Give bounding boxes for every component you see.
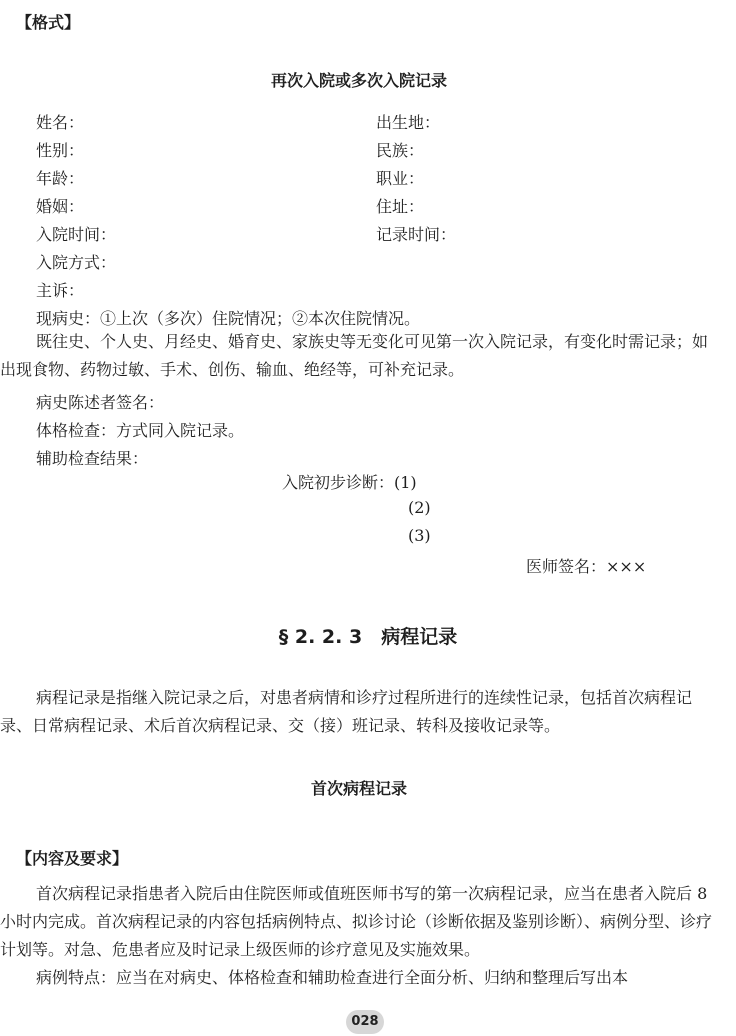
past-history: 既往史、个人史、月经史、婚育史、家族史等无变化可见第一次入院记录，有变化时需记录；如出现食物、药物过敏、手术、创伤、输血、绝经等，可补充记录。 xyxy=(0,332,709,379)
field-admission-time: 入院时间： xyxy=(36,225,117,244)
field-record-time: 记录时间： xyxy=(376,225,457,244)
field-occupation: 职业： xyxy=(376,169,425,188)
aux-results: 辅助检查结果： xyxy=(36,449,149,468)
field-address: 住址： xyxy=(376,197,425,216)
section-heading: § 2. 2. 3 病程记录 xyxy=(278,626,458,648)
section-intro: 病程记录是指继入院记录之后，对患者病情和诊疗过程所进行的连续性记录，包括首次病程记录、日常病程记录、术后首次病程记录、交（接）班记录、转科及接收记录等。 xyxy=(0,688,693,735)
present-illness: 现病史：①上次（多次）住院情况；②本次住院情况。 xyxy=(36,309,421,328)
requirements-paragraph: 首次病程记录指患者入院后由住院医师或值班医师书写的第一次病程记录，应当在患者入院后 8 小时内完成。首次病程记录的内容包括病例特点、拟诊讨论（诊断依据及鉴别诊断）、病例分型、诊疗计划等。对急、危患者应及时记录上级医师的诊疗意见及实施效果。 xyxy=(0,884,713,959)
field-admission-method: 入院方式： xyxy=(36,253,117,272)
field-gender: 性别： xyxy=(36,141,85,160)
field-marriage: 婚姻： xyxy=(36,197,85,216)
field-name: 姓名： xyxy=(36,113,85,132)
diagnosis-item: (2) xyxy=(408,498,431,517)
diagnosis-label: 入院初步诊断：(1) xyxy=(282,473,417,492)
field-chief-complaint: 主诉： xyxy=(36,281,85,300)
form-title: 再次入院或多次入院记录 xyxy=(270,71,447,90)
field-ethnicity: 民族： xyxy=(376,141,425,160)
field-birthplace: 出生地： xyxy=(376,113,441,132)
diagnosis-item: (3) xyxy=(408,526,431,545)
subsection-title: 首次病程记录 xyxy=(310,779,407,798)
doctor-signature: 医师签名：××× xyxy=(526,557,647,576)
requirements-paragraph-2: 病例特点：应当在对病史、体格检查和辅助检查进行全面分析、归纳和整理后写出本 xyxy=(36,968,629,987)
physical-exam: 体格检查：方式同入院记录。 xyxy=(36,421,245,440)
field-age: 年龄： xyxy=(36,169,85,188)
page-number: 028 xyxy=(346,1010,384,1034)
format-heading: 【格式】 xyxy=(16,13,81,32)
requirements-heading: 【内容及要求】 xyxy=(16,849,129,868)
narrator-signature: 病史陈述者签名： xyxy=(36,393,165,412)
